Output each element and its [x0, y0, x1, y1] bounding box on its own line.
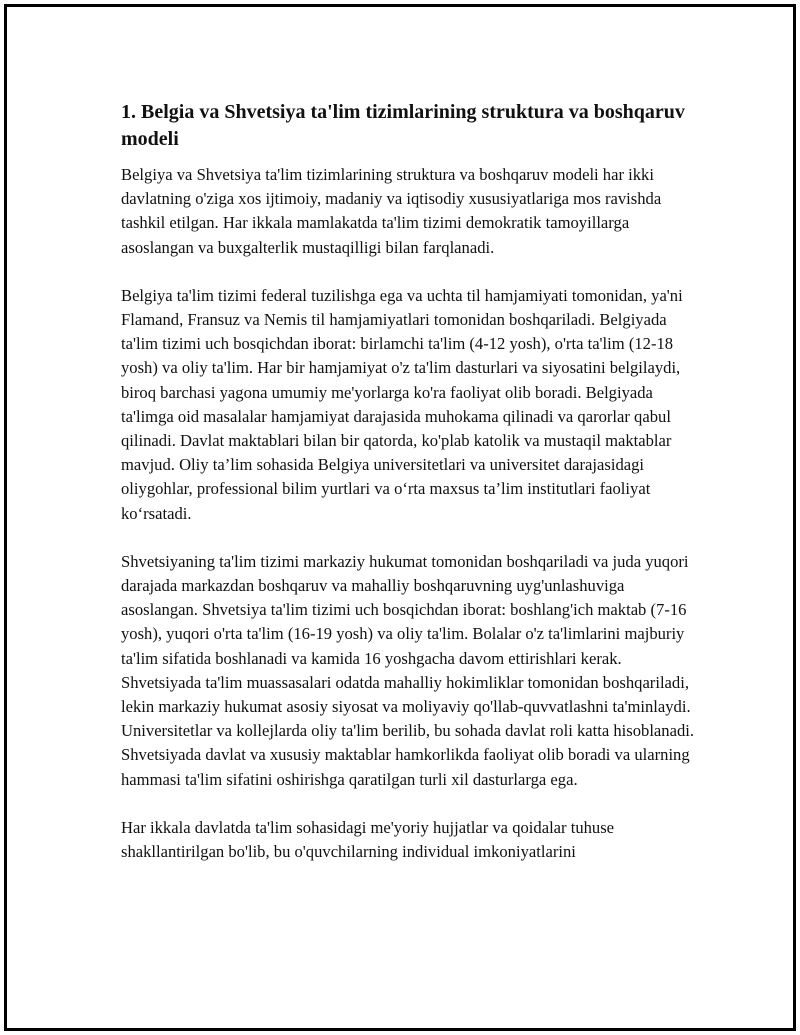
paragraph-sweden: Shvetsiyaning ta'lim tizimi markaziy hukumat tomonidan boshqariladi va juda yuqori darajada markazdan boshqaruv va mahalliy boshqaruvning uyg'unlashuviga asoslangan. Shvetsiya ta'lim tizimi uch bosqichdan iborat: boshlang'ich maktab (7-16 yosh), yuqori o'rta ta'lim (16-19 yosh) va oliy ta'lim. Bolalar o'z ta'limlarini majburiy ta'lim sifatida boshlanadi va kamida 16 yoshgacha davom ettirishlari kerak. Shvetsiyada ta'lim muassasalari odatda mahalliy hokimliklar tomonidan boshqariladi, lekin markaziy hukumat asosiy siyosat va moliyaviy qo'llab-quvvatlashni ta'minlaydi. Universitetlar va kollejlarda oliy ta'lim berilib, bu sohada davlat roli katta hisoblanadi. Shvetsiyada davlat va xususiy maktablar hamkorlikda faoliyat olib boradi va ularning hammasi ta'lim sifatini oshirishga qaratilgan turli xil dasturlarga ega. [121, 551, 695, 789]
paragraph-intro: Belgiya va Shvetsiya ta'lim tizimlarining struktura va boshqaruv modeli har ikki davlatning o'ziga xos ijtimoiy, madaniy va iqtisodiy xususiyatlariga mos ravishda tashkil etilgan. Har ikkala mamlakatda ta'lim tizimi demokratik tamoyillarga asoslangan va buxgalterlik mustaqilligi bilan farqlanadi. [121, 165, 662, 257]
section-heading: 1. Belgia va Shvetsiya ta'lim tizimlarining struktura va boshqaruv modeli [121, 101, 685, 150]
document-body [121, 99, 701, 888]
paragraph-belgium: Belgiya ta'lim tizimi federal tuzilishga ega va uchta til hamjamiyati tomonidan, ya'ni Flamand, Fransuz va Nemis til hamjamiyatlari tomonidan boshqariladi. Belgiyada ta'lim tizimi uch bosqichdan iborat: birlamchi ta'lim (4-12 yosh), o'rta ta'lim (12-18 yosh) va oliy ta'lim. Har bir hamjamiyat o'z ta'lim dasturlari va siyosatini belgilaydi, biroq barchasi yagona umumiy me'yorlarga ko'ra faoliyat olib boradi. Belgiyada ta'limga oid masalalar hamjamiyat darajasida muhokama qilinadi va qarorlar qabul qilinadi. Davlat maktablari bilan bir qatorda, ko'plab katolik va mustaqil maktablar mavjud. Oliy ta’lim sohasida Belgiya universitetlari va universitet darajasidagi oliygohlar, professional bilim yurtlari va o‘rta maxsus ta’lim institutlari faoliyat ko‘rsatadi. [121, 285, 683, 523]
paragraph-comparison: Har ikkala davlatda ta'lim sohasidagi me'yoriy hujjatlar va qoidalar tuhuse shakllantirilgan bo'lib, bu o'quvchilarning individual imkoniyatlarini [121, 817, 615, 862]
page-frame [4, 4, 796, 1031]
